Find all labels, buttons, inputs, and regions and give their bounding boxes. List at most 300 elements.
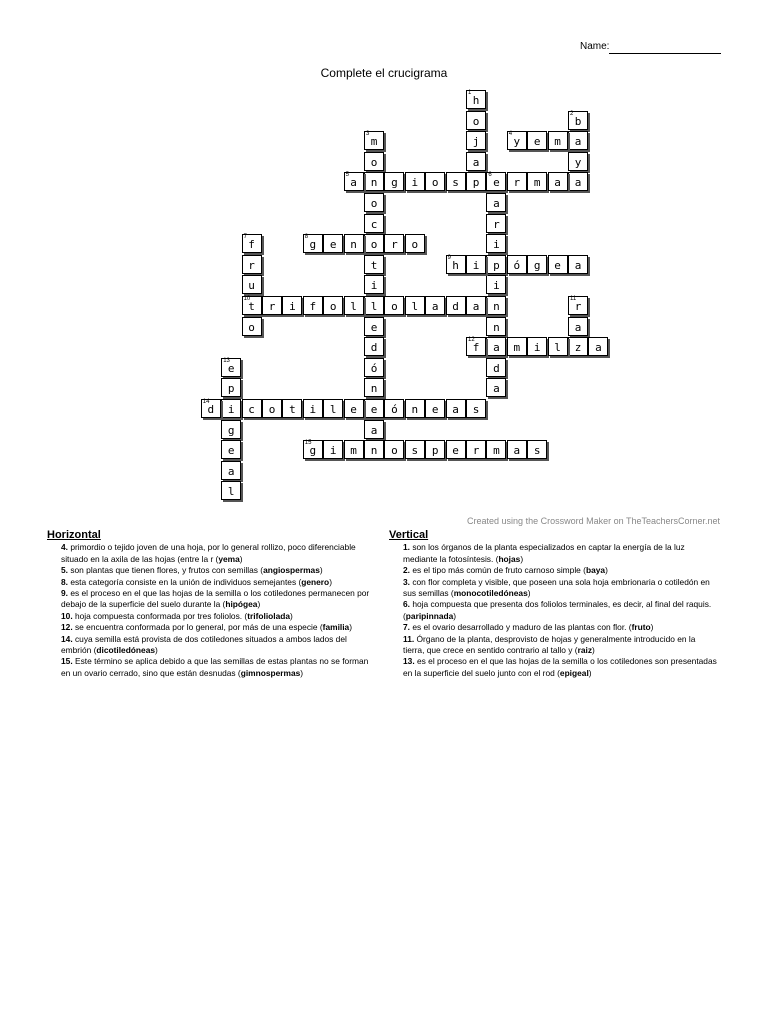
crossword-cell[interactable]: [466, 440, 486, 459]
clue-number: 12.: [61, 622, 73, 633]
cell-letter: a: [554, 176, 561, 190]
crossword-cell[interactable]: [527, 255, 547, 274]
crossword-cell[interactable]: [364, 193, 384, 212]
crossword-cell[interactable]: [384, 234, 404, 253]
crossword-cell[interactable]: [221, 358, 241, 377]
crossword-cell[interactable]: [364, 317, 384, 336]
clue-number: 14.: [61, 633, 73, 644]
cell-letter: m: [554, 135, 561, 149]
cell-letter: a: [595, 341, 602, 355]
crossword-cell[interactable]: [486, 440, 506, 459]
crossword-cell[interactable]: [446, 440, 466, 459]
crossword-cell[interactable]: [221, 399, 241, 418]
crossword-cell[interactable]: [303, 399, 323, 418]
cell-letter: a: [574, 135, 582, 149]
clue-number: 4.: [61, 542, 68, 553]
cell-letter: t: [248, 300, 255, 313]
clue-answer: dicotiledóneas: [96, 645, 156, 656]
cell-letter: a: [370, 423, 378, 437]
cell-number: 3: [366, 131, 370, 138]
cell-number: 12: [468, 337, 475, 344]
clue-text: primordio o tejido joven de una hoja, por lo general rollizo, poco diferenciable situado en la axila de las hojas (entre la r (: [61, 542, 356, 564]
cell-letter: r: [268, 300, 276, 313]
crossword-cell[interactable]: [384, 440, 404, 459]
clue-answer: angiospermas: [263, 565, 320, 576]
clue-text: es el proceso en el que las hojas de la semilla o los cotiledones permanecen por debajo de la superficie del suelo durante la (: [61, 588, 370, 610]
crossword-cell[interactable]: [568, 296, 588, 315]
cell-letter: l: [554, 341, 561, 355]
cell-letter: m: [350, 444, 357, 458]
cell-letter: h: [472, 94, 480, 107]
crossword-cell[interactable]: [588, 337, 608, 356]
crossword-cell[interactable]: [323, 296, 343, 315]
cell-letter: y: [513, 135, 521, 149]
crossword-cell[interactable]: [364, 337, 384, 356]
crossword-cell[interactable]: [548, 337, 568, 356]
cell-letter: g: [391, 176, 398, 190]
crossword-cell[interactable]: [364, 131, 384, 150]
clue-text: hoja compuesta que presenta dos foliolos terminales, es decir, al final del raquis. (: [403, 599, 712, 621]
cell-letter: e: [370, 320, 378, 334]
cell-letter: n: [493, 300, 500, 313]
clue-item: [389, 599, 719, 622]
clue-answer: gimnospermas: [240, 667, 301, 678]
cell-letter: b: [574, 114, 582, 128]
crossword-cell[interactable]: [242, 275, 262, 294]
clue-number: 13.: [403, 656, 415, 667]
cell-letter: a: [472, 155, 480, 169]
crossword-cell[interactable]: [364, 378, 384, 397]
crossword-cell[interactable]: [405, 234, 425, 253]
crossword-cell[interactable]: [262, 296, 282, 315]
crossword-cell[interactable]: [344, 234, 364, 253]
clue-close: ): [650, 622, 654, 633]
crossword-cell[interactable]: [364, 152, 384, 171]
clue-answer: trifoliolada: [247, 610, 291, 621]
crossword-cell[interactable]: [568, 131, 588, 150]
cell-letter: o: [472, 114, 480, 128]
cell-letter: l: [329, 403, 337, 416]
crossword-cell[interactable]: [221, 420, 241, 439]
crossword-cell[interactable]: [242, 234, 262, 253]
cell-letter: e: [554, 258, 561, 272]
cell-letter: s: [533, 444, 541, 458]
cell-letter: p: [472, 176, 480, 190]
cell-letter: a: [574, 176, 582, 190]
crossword-cell[interactable]: [364, 296, 384, 315]
clue-close: ): [257, 599, 261, 610]
crossword-cell[interactable]: [466, 399, 486, 418]
crossword-cell[interactable]: [568, 152, 588, 171]
cell-letter: g: [227, 423, 235, 437]
crossword-cell[interactable]: [344, 172, 364, 191]
cell-letter: s: [452, 176, 459, 190]
crossword-cell[interactable]: [201, 399, 221, 418]
clue-text: Este término se aplica debido a que las semillas de estas plantas no se forman en un ovario cerrado, sino que están desnudas (: [61, 656, 369, 678]
cell-number: 7: [243, 234, 247, 241]
cell-letter: i: [329, 444, 337, 458]
cell-letter: i: [493, 279, 500, 293]
cell-letter: i: [411, 176, 419, 190]
crossword-cell[interactable]: [303, 234, 323, 253]
crossword-cell[interactable]: [548, 131, 568, 150]
crossword-cell[interactable]: [364, 275, 384, 294]
cell-letter: i: [370, 279, 378, 293]
crossword-cell[interactable]: [507, 440, 527, 459]
cell-letter: e: [533, 135, 541, 149]
crossword-cell[interactable]: [486, 275, 506, 294]
cell-letter: t: [370, 258, 378, 272]
cell-letter: a: [350, 176, 357, 190]
crossword-cell[interactable]: [242, 255, 262, 274]
crossword-cell[interactable]: [323, 399, 343, 418]
crossword-cell[interactable]: [507, 337, 527, 356]
crossword-cell[interactable]: [364, 214, 384, 233]
crossword-cell[interactable]: [486, 172, 506, 191]
cell-letter: i: [309, 403, 317, 416]
cell-letter: f: [309, 300, 317, 313]
cell-number: 13: [223, 357, 230, 364]
vertical-heading: Vertical: [389, 529, 429, 541]
crossword-cell[interactable]: [568, 337, 588, 356]
clue-number: 10.: [61, 610, 73, 621]
cell-letter: r: [472, 444, 480, 458]
crossword-cell[interactable]: [568, 111, 588, 130]
crossword-cell[interactable]: [486, 193, 506, 212]
credit-text: Created using the Crossword Maker on TheTeachersCorner.net: [467, 516, 720, 526]
cell-letter: s: [411, 444, 419, 458]
cell-letter: i: [533, 341, 541, 355]
cell-letter: e: [227, 361, 235, 375]
cell-letter: o: [391, 444, 398, 458]
clue-item: [389, 577, 719, 600]
cell-letter: l: [227, 485, 235, 499]
crossword-cell[interactable]: [262, 399, 282, 418]
crossword-cell[interactable]: [527, 131, 547, 150]
cell-letter: f: [472, 341, 480, 355]
cell-letter: p: [227, 382, 235, 396]
cell-letter: n: [370, 176, 378, 190]
cell-letter: c: [248, 403, 255, 416]
crossword-cell[interactable]: [282, 399, 302, 418]
clue-text: es el ovario desarrollado y maduro de las plantas con flor. (: [412, 622, 632, 633]
crossword-cell[interactable]: [384, 172, 404, 191]
crossword-cell[interactable]: [507, 172, 527, 191]
cell-letter: p: [431, 444, 439, 458]
crossword-cell[interactable]: [446, 172, 466, 191]
cell-letter: n: [350, 238, 357, 252]
cell-letter: u: [248, 279, 255, 293]
crossword-cell[interactable]: [486, 255, 506, 274]
crossword-cell[interactable]: [466, 111, 486, 130]
crossword-cell[interactable]: [466, 152, 486, 171]
clue-item: [389, 622, 719, 633]
clue-close: ): [592, 645, 595, 656]
cell-letter: l: [370, 300, 378, 313]
crossword-cell[interactable]: [344, 296, 364, 315]
cell-letter: i: [472, 258, 480, 272]
cell-letter: o: [431, 176, 439, 190]
crossword-cell[interactable]: [405, 296, 425, 315]
clue-answer: familia: [322, 622, 350, 633]
crossword-cell[interactable]: [364, 399, 384, 418]
clue-number: 1.: [403, 542, 410, 553]
cell-letter: d: [493, 361, 500, 375]
clue-item: [47, 656, 377, 679]
cell-letter: l: [350, 300, 357, 313]
cell-letter: o: [329, 300, 337, 313]
clue-close: ): [349, 622, 353, 633]
cell-letter: d: [207, 403, 215, 416]
clue-number: 6.: [403, 599, 410, 610]
crossword-cell[interactable]: [364, 358, 384, 377]
cell-letter: i: [289, 300, 296, 313]
clue-number: 11.: [403, 633, 415, 644]
crossword-cell[interactable]: [425, 399, 445, 418]
clue-answer: yema: [218, 553, 240, 564]
crossword-cell[interactable]: [527, 172, 547, 191]
cell-letter: o: [370, 155, 378, 169]
cell-letter: ó: [513, 258, 521, 272]
crossword-cell[interactable]: [507, 131, 527, 150]
cell-number: 2: [570, 110, 574, 117]
cell-letter: r: [391, 238, 398, 252]
crossword-cell[interactable]: [221, 440, 241, 459]
cell-letter: l: [411, 300, 419, 313]
crossword-cell[interactable]: [548, 172, 568, 191]
clue-text: hoja compuesta conformada por tres foliolos. (: [74, 610, 248, 621]
clue-number: 3.: [403, 576, 410, 587]
clue-text: son plantas que tienen flores, y frutos con semillas (: [70, 565, 264, 576]
clue-number: 8.: [61, 576, 68, 587]
crossword-cell[interactable]: [527, 440, 547, 459]
name-label: Name:: [580, 41, 610, 52]
clue-close: ): [300, 667, 304, 678]
crossword-cell[interactable]: [425, 296, 445, 315]
crossword-cell[interactable]: [527, 337, 547, 356]
crossword-cell[interactable]: [568, 172, 588, 191]
clue-answer: raiz: [577, 645, 593, 656]
cell-letter: m: [533, 176, 541, 190]
cell-letter: d: [370, 341, 378, 355]
cell-letter: i: [227, 403, 235, 416]
crossword-cell[interactable]: [486, 317, 506, 336]
cell-letter: p: [493, 258, 500, 272]
crossword-cell[interactable]: [242, 399, 262, 418]
clue-close: ): [239, 553, 243, 564]
cell-letter: j: [472, 135, 480, 149]
clue-number: 7.: [403, 622, 410, 633]
cell-letter: n: [493, 320, 500, 334]
crossword-cell[interactable]: [486, 337, 506, 356]
cell-letter: r: [574, 300, 582, 313]
crossword-cell[interactable]: [568, 255, 588, 274]
clue-item: [47, 622, 377, 633]
crossword-cell[interactable]: [446, 296, 466, 315]
cell-number: 9: [447, 254, 451, 261]
clue-answer: fruto: [631, 622, 651, 633]
clue-close: ): [290, 610, 293, 621]
cell-letter: a: [493, 197, 500, 210]
clue-number: 2.: [403, 565, 410, 576]
crossword-cell[interactable]: [364, 440, 384, 459]
cell-letter: o: [268, 403, 276, 416]
clue-answer: epigeal: [559, 667, 589, 678]
clue-answer: paripinnada: [405, 610, 454, 621]
clue-item: [47, 565, 377, 576]
crossword-cell[interactable]: [323, 440, 343, 459]
clue-answer: hojas: [498, 553, 521, 564]
crossword-cell[interactable]: [344, 440, 364, 459]
clue-close: ): [588, 667, 592, 678]
clue-text: son los órganos de la planta especializados en captar la energía de la luz mediante la fotosíntesis. (: [403, 542, 685, 564]
clue-answer: monocotiledóneas: [453, 588, 528, 599]
cell-letter: o: [370, 197, 378, 210]
cell-letter: a: [574, 258, 582, 272]
crossword-cell[interactable]: [486, 234, 506, 253]
cell-letter: o: [391, 300, 398, 313]
cell-letter: f: [248, 238, 255, 252]
crossword-cell[interactable]: [405, 172, 425, 191]
crossword-cell[interactable]: [364, 420, 384, 439]
clue-close: ): [329, 576, 332, 587]
crossword-cell[interactable]: [405, 399, 425, 418]
cell-letter: r: [493, 217, 500, 231]
crossword-cell[interactable]: [242, 317, 262, 336]
cell-letter: ó: [370, 361, 378, 375]
crossword-cell[interactable]: [364, 255, 384, 274]
crossword-cell[interactable]: [486, 214, 506, 233]
crossword-cell[interactable]: [364, 172, 384, 191]
clue-item: [47, 611, 377, 622]
clue-text: es el proceso en el que las hojas de la semilla o los cotiledones son presentadas en la superficie del suelo junto con el rod (: [403, 656, 717, 678]
cell-letter: d: [452, 300, 459, 313]
cell-letter: s: [472, 403, 480, 416]
crossword-cell[interactable]: [466, 255, 486, 274]
clue-item: [389, 542, 719, 565]
horizontal-clues: [47, 530, 377, 679]
cell-number: 4: [508, 131, 513, 138]
cell-letter: o: [411, 238, 419, 252]
cell-letter: e: [370, 403, 378, 416]
clue-answer: baya: [585, 565, 606, 576]
crossword-cell[interactable]: [466, 172, 486, 191]
crossword-cell[interactable]: [466, 90, 486, 109]
cell-letter: h: [452, 258, 459, 272]
clue-close: ): [155, 645, 158, 656]
crossword-cell[interactable]: [425, 440, 445, 459]
clue-text: se encuentra conformada por lo general, por más de una especie (: [74, 622, 323, 633]
cell-letter: g: [533, 258, 541, 272]
crossword-cell[interactable]: [364, 234, 384, 253]
clue-item: [47, 588, 377, 611]
crossword-cell[interactable]: [486, 296, 506, 315]
clue-close: ): [520, 553, 524, 564]
cell-letter: a: [493, 382, 500, 396]
crossword-cell[interactable]: [323, 234, 343, 253]
crossword-cell[interactable]: [344, 399, 364, 418]
clue-answer: genero: [301, 576, 330, 587]
crossword-cell[interactable]: [466, 296, 486, 315]
clue-item: [389, 565, 719, 576]
cell-letter: r: [248, 258, 255, 272]
clue-number: 9.: [61, 588, 68, 599]
cell-letter: a: [472, 300, 480, 313]
cell-number: 15: [304, 440, 312, 447]
clue-item: [47, 634, 377, 657]
crossword-cell[interactable]: [486, 378, 506, 397]
cell-letter: e: [431, 403, 439, 416]
cell-letter: e: [227, 444, 235, 458]
clue-text: es el tipo más común de fruto carnoso simple (: [412, 565, 586, 576]
clue-close: ): [605, 565, 608, 576]
cell-letter: o: [248, 320, 255, 334]
crossword-cell[interactable]: [384, 399, 404, 418]
crossword-cell[interactable]: [221, 378, 241, 397]
cell-letter: m: [493, 444, 500, 458]
cell-letter: z: [574, 341, 582, 355]
crossword-cell[interactable]: [221, 481, 241, 500]
cell-letter: i: [493, 238, 500, 252]
clue-close: ): [453, 610, 457, 621]
crossword-cell[interactable]: [507, 255, 527, 274]
clue-text: Órgano de la planta, desprovisto de hojas y generalmente introducido en la tierra, que crece en sentido contrario al tallo y (: [403, 633, 696, 656]
horizontal-heading: Horizontal: [47, 529, 101, 541]
crossword-cell[interactable]: [405, 440, 425, 459]
cell-letter: e: [350, 403, 357, 416]
crossword-cell[interactable]: [282, 296, 302, 315]
crossword-cell[interactable]: [548, 255, 568, 274]
crossword-cell[interactable]: [303, 440, 323, 459]
crossword-cell[interactable]: [384, 296, 404, 315]
clue-text: esta categoría consiste en la unión de individuos semejantes (: [70, 576, 302, 587]
clue-number: 5.: [61, 565, 68, 576]
clue-text: cuya semilla está provista de dos cotiledones situados a ambos lados del embrión (: [61, 633, 347, 656]
cell-letter: n: [370, 444, 378, 458]
cell-letter: e: [329, 238, 337, 252]
clue-close: ): [319, 565, 323, 576]
vertical-clues: [389, 530, 719, 679]
crossword-cell[interactable]: [466, 131, 486, 150]
cell-letter: g: [309, 444, 317, 458]
cell-letter: ó: [391, 403, 398, 416]
crossword-cell[interactable]: [425, 172, 445, 191]
cell-letter: a: [431, 300, 439, 313]
cell-letter: t: [289, 403, 296, 416]
cell-letter: a: [493, 341, 500, 355]
clue-close: ): [527, 588, 531, 599]
crossword-cell[interactable]: [221, 461, 241, 480]
crossword-cell[interactable]: [446, 399, 466, 418]
clue-item: [389, 656, 719, 679]
clue-item: [389, 634, 719, 657]
crossword-cell[interactable]: [466, 337, 486, 356]
crossword-cell[interactable]: [486, 358, 506, 377]
cell-number: 10: [243, 296, 251, 302]
crossword-cell[interactable]: [568, 317, 588, 336]
cell-letter: a: [574, 320, 582, 334]
crossword-cell[interactable]: [446, 255, 466, 274]
cell-number: 14: [202, 399, 210, 405]
clue-item: [47, 577, 377, 588]
cell-letter: g: [309, 238, 317, 252]
crossword-cell[interactable]: [303, 296, 323, 315]
cell-number: 1: [468, 90, 472, 96]
cell-letter: n: [411, 403, 419, 416]
crossword-cell[interactable]: [242, 296, 262, 315]
cell-number: 8: [304, 234, 309, 241]
cell-letter: r: [513, 176, 521, 190]
